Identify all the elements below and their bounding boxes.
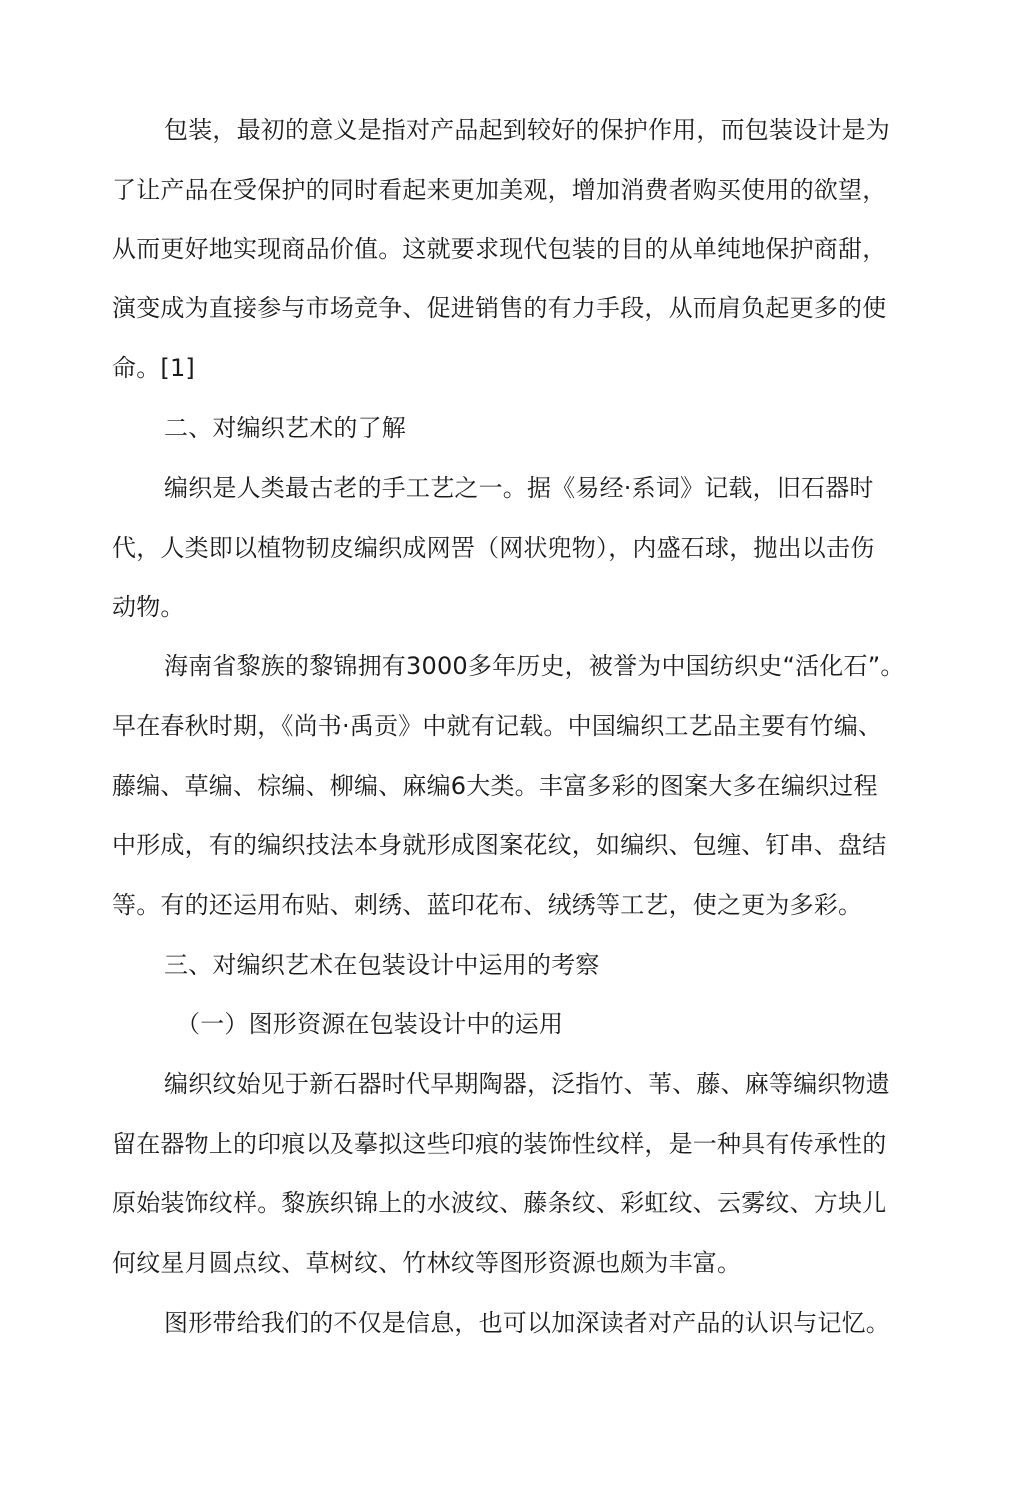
paragraph-line: 动物。: [112, 593, 185, 621]
paragraph-line: 图形带给我们的不仅是信息，也可以加深读者对产品的认识与记忆。: [164, 1309, 890, 1337]
paragraph-line: 早在春秋时期，《尚书·禹贡》中就有记载。中国编织工艺品主要有竹编、: [112, 712, 883, 740]
section-heading: 三、对编织艺术在包装设计中运用的考察: [164, 951, 600, 979]
paragraph-line: 藤编、草编、棕编、柳编、麻编6大类。丰富多彩的图案大多在编织过程: [112, 772, 878, 800]
paragraph-line: 演变成为直接参与市场竞争、促进销售的有力手段，从而肩负起更多的使: [112, 294, 887, 322]
paragraph-line: 从而更好地实现商品价值。这就要求现代包装的目的从单纯地保护商甜，: [112, 235, 887, 263]
paragraph-line: 原始装饰纹样。黎族织锦上的水波纹、藤条纹、彩虹纹、云雾纹、方块儿: [112, 1189, 887, 1217]
paragraph-line: 编织是人类最古老的手工艺之一。据《易经·系词》记载，旧石器时: [164, 474, 874, 502]
paragraph-line: 等。有的还运用布贴、刺绣、蓝印花布、绒绣等工艺，使之更为多彩。: [112, 891, 863, 919]
paragraph-line: 留在器物上的印痕以及摹拟这些印痕的装饰性纹样，是一种具有传承性的: [112, 1130, 887, 1158]
paragraph-line: 命。[1]: [112, 354, 195, 382]
paragraph-line: 中形成，有的编织技法本身就形成图案花纹，如编织、包缠、钉串、盘结: [112, 831, 887, 859]
paragraph-line: 包装，最初的意义是指对产品起到较好的保护作用，而包装设计是为: [164, 116, 890, 144]
paragraph-line: 何纹星月圆点纹、草树纹、竹林纹等图形资源也颇为丰富。: [112, 1249, 742, 1277]
paragraph-line: 代，人类即以植物韧皮编织成网罟（网状兜物），内盛石球，抛出以击伤: [112, 534, 875, 562]
subsection-heading: （一）图形资源在包装设计中的运用: [176, 1010, 564, 1038]
paragraph-line: 编织纹始见于新石器时代早期陶器，泛指竹、苇、藤、麻等编织物遗: [164, 1070, 890, 1098]
section-heading: 二、对编织艺术的了解: [164, 414, 406, 442]
paragraph-line: 海南省黎族的黎锦拥有3000多年历史，被誉为中国纺织史“活化石”。: [164, 652, 905, 680]
paragraph-line: 了让产品在受保护的同时看起来更加美观，增加消费者购买使用的欲望，: [112, 176, 887, 204]
